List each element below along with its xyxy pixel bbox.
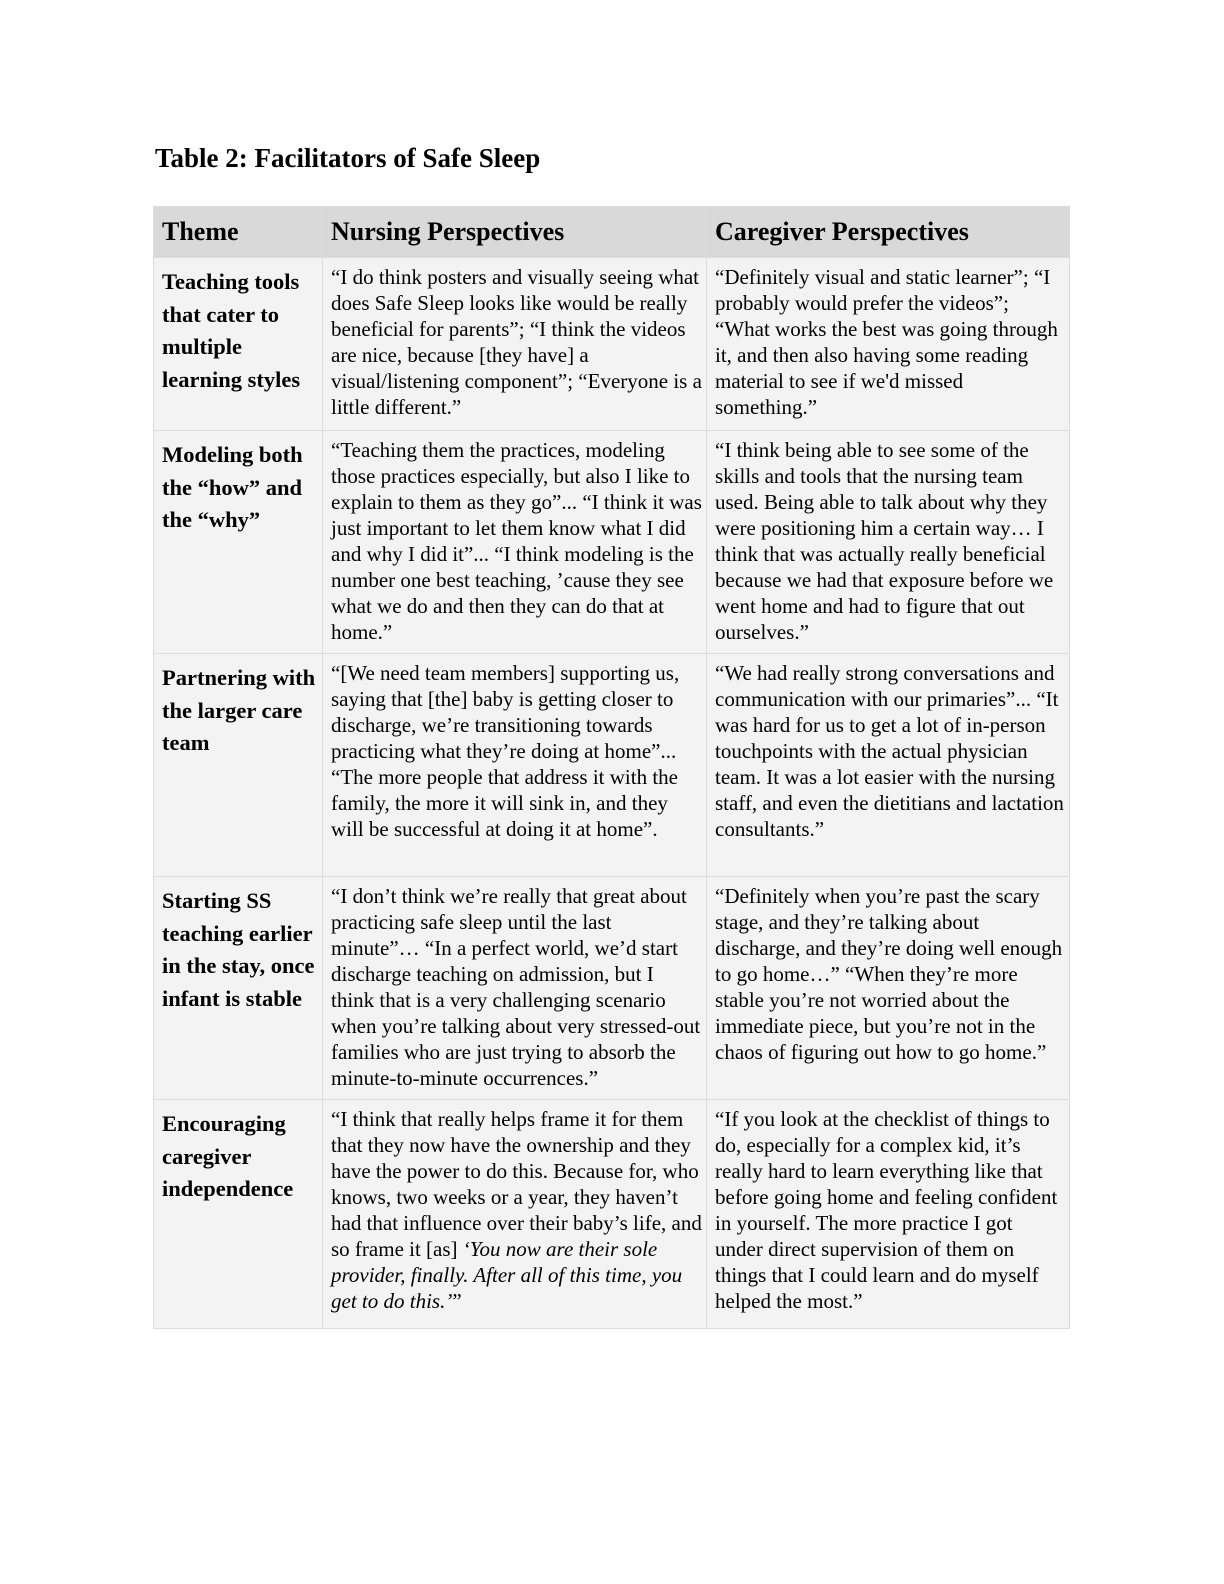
header-caregiver-perspectives: Caregiver Perspectives xyxy=(707,207,1070,258)
nursing-quote-cell: “Teaching them the practices, modeling those practices especially, but also I like to explain to them as they go”... “I think it was just important to let them know what I did and why I did it”... “I think modeling is the number one best teaching, ’cause they see what we do and then they can do that at home.” xyxy=(323,431,707,654)
nursing-quote-cell: “[We need team members] supporting us, saying that [the] baby is getting closer to discharge, we’re transitioning towards practicing what they’re doing at home”... “The more people that address it with the family, the more it will sink in, and they will be successful at doing it at home”. xyxy=(323,654,707,877)
table-row xyxy=(154,258,1070,431)
nursing-quote-closing-mark: ” xyxy=(452,1289,462,1313)
caregiver-quote-cell: “I think being able to see some of the skills and tools that the nursing team used. Being able to talk about why they were positioning him a certain way… I think that was actually really beneficial because we had that exposure before we went home and had to figure that out ourselves.” xyxy=(707,431,1070,654)
page-title: Table 2: Facilitators of Safe Sleep xyxy=(155,143,541,173)
nursing-quote-cell xyxy=(323,1100,707,1329)
table-header xyxy=(154,207,1070,258)
header-row xyxy=(154,207,1070,258)
facilitators-table xyxy=(153,206,1070,1329)
table-row xyxy=(154,877,1070,1100)
theme-cell: Partnering with the larger care team xyxy=(154,654,323,877)
theme-cell: Teaching tools that cater to multiple learning styles xyxy=(154,258,323,431)
header-theme: Theme xyxy=(154,207,323,258)
table-body xyxy=(154,258,1070,1329)
nursing-quote-cell: “I do think posters and visually seeing what does Safe Sleep looks like would be really beneficial for parents”; “I think the videos are nice, because [they have] a visual/listening component”; “Everyone is a little different.” xyxy=(323,258,707,431)
table-row xyxy=(154,1100,1070,1329)
caregiver-quote-cell: “If you look at the checklist of things to do, especially for a complex kid, it’s really hard to learn everything like that before going home and feeling confident in yourself. The more practice I got under direct supervision of them on things that I could learn and do myself helped the most.” xyxy=(707,1100,1070,1329)
table-row xyxy=(154,654,1070,877)
caregiver-quote-cell: “Definitely visual and static learner”; “I probably would prefer the videos”; “What works the best was going through it, and then also having some reading material to see if we'd missed something.” xyxy=(707,258,1070,431)
nursing-quote-cell: “I don’t think we’re really that great about practicing safe sleep until the last minute”… “In a perfect world, we’d start discharge teaching on admission, but I think that is a very challenging scenario when you’re talking about very stressed-out families who are just trying to absorb the minute-to-minute occurrences.” xyxy=(323,877,707,1100)
header-nursing-perspectives: Nursing Perspectives xyxy=(323,207,707,258)
caregiver-quote-cell: “Definitely when you’re past the scary stage, and they’re talking about discharge, and they’re doing well enough to go home…” “When they’re more stable you’re not worried about the immediate piece, but you’re not in the chaos of figuring out how to go home.” xyxy=(707,877,1070,1100)
theme-cell: Modeling both the “how” and the “why” xyxy=(154,431,323,654)
table-row xyxy=(154,431,1070,654)
nursing-quote-text: “I think that really helps frame it for them that they now have the ownership and they have the power to do this. Because for, who knows, two weeks or a year, they haven’t had that influence over their baby’s life, and so frame it [as] xyxy=(331,1107,702,1261)
theme-cell: Encouraging caregiver independence xyxy=(154,1100,323,1329)
caregiver-quote-cell: “We had really strong conversations and communication with our primaries”... “It was hard for us to get a lot of in-person touchpoints with the actual physician team. It was a lot easier with the nursing staff, and even the dietitians and lactation consultants.” xyxy=(707,654,1070,877)
nursing-quote-italic-text: ‘You now are their sole provider, finally. After all of this time, you get to do this.’ xyxy=(331,1237,683,1313)
theme-cell: Starting SS teaching earlier in the stay, once infant is stable xyxy=(154,877,323,1100)
